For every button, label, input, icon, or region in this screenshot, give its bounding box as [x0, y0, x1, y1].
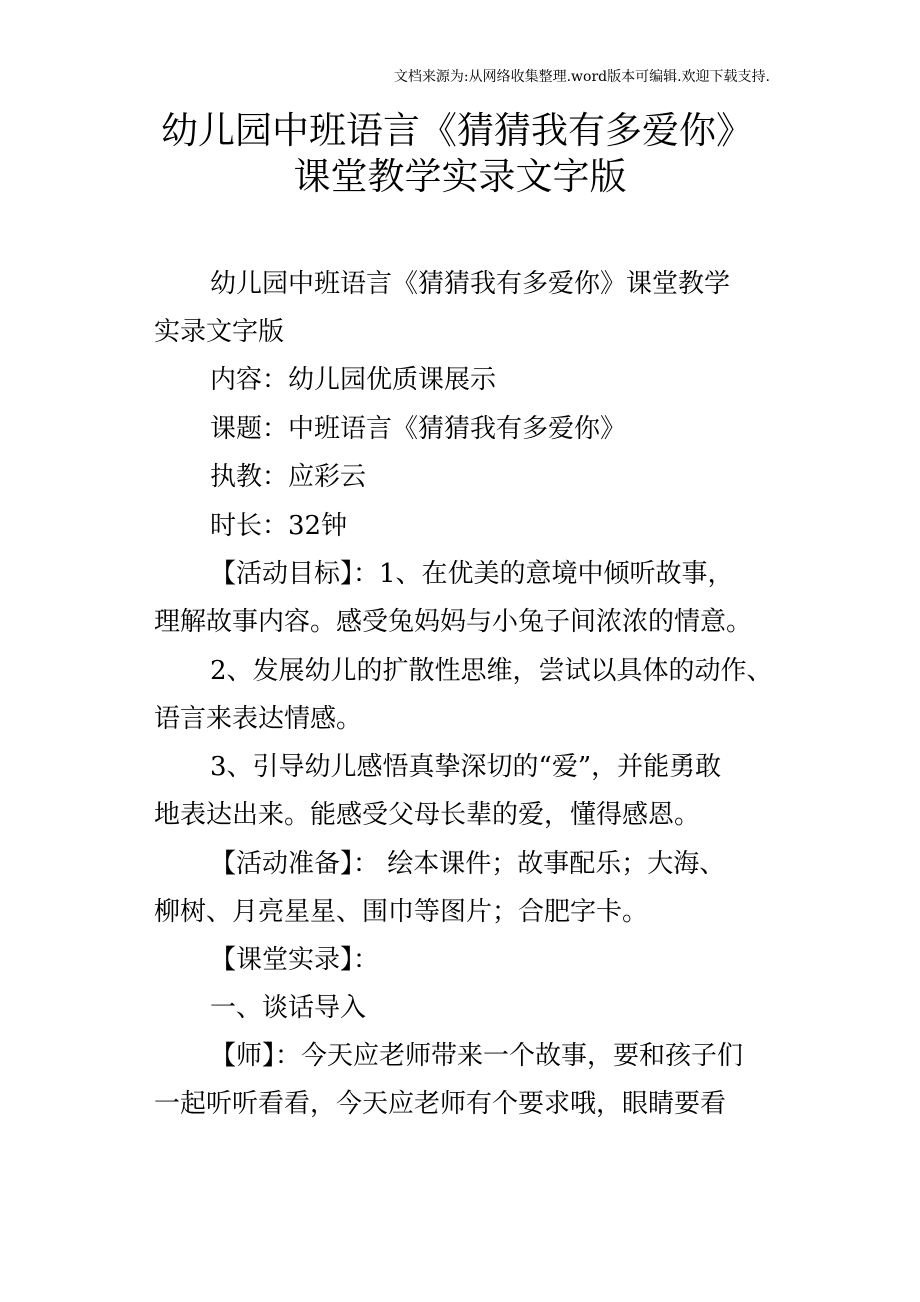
paragraph-line: 地表达出来。能感受父母长辈的爱，懂得感恩。	[154, 800, 701, 830]
paragraph-line: 语言来表达情感。	[154, 704, 363, 734]
paragraph-line: 2、发展幼儿的扩散性思维，尝试以具体的动作、	[210, 656, 773, 686]
paragraph-line: 幼儿园中班语言《猜猜我有多爱你》课堂教学	[210, 269, 731, 299]
section-heading: 一、谈话导入	[210, 993, 367, 1023]
paragraph-line: 【师】：今天应老师带来一个故事，要和孩子们	[210, 1041, 744, 1071]
paragraph-line: 实录文字版	[154, 317, 285, 347]
paragraph-line: 一起听听看看，今天应老师有个要求哦，眼睛要看	[154, 1089, 727, 1119]
paragraph-line: 3、引导幼儿感悟真挚深切的“爱”，并能勇敢	[210, 752, 722, 782]
paragraph-line: 【活动准备】： 绘本课件；故事配乐；大海、	[210, 849, 726, 879]
source-note: 文档来源为:从网络收集整理.word版本可编辑.欢迎下载支持.	[393, 69, 770, 85]
paragraph-line: 内容：幼儿园优质课展示	[210, 365, 497, 395]
section-heading: 【课堂实录】：	[210, 945, 380, 975]
paragraph-line: 理解故事内容。感受兔妈妈与小兔子间浓浓的情意。	[154, 607, 753, 637]
paragraph-line: 执教：应彩云	[210, 462, 367, 492]
paragraph-line: 课题：中班语言《猜猜我有多爱你》	[210, 414, 627, 444]
document-title-line-2: 课堂教学实录文字版	[293, 155, 627, 198]
paragraph-line: 【活动目标】：1、在优美的意境中倾听故事，	[210, 559, 734, 589]
paragraph-line: 柳树、月亮星星、围巾等图片；合肥字卡。	[154, 897, 649, 927]
paragraph-line: 时长：32钟	[210, 511, 348, 541]
document-title-line-1: 幼儿园中班语言《猜猜我有多爱你》	[161, 109, 753, 152]
